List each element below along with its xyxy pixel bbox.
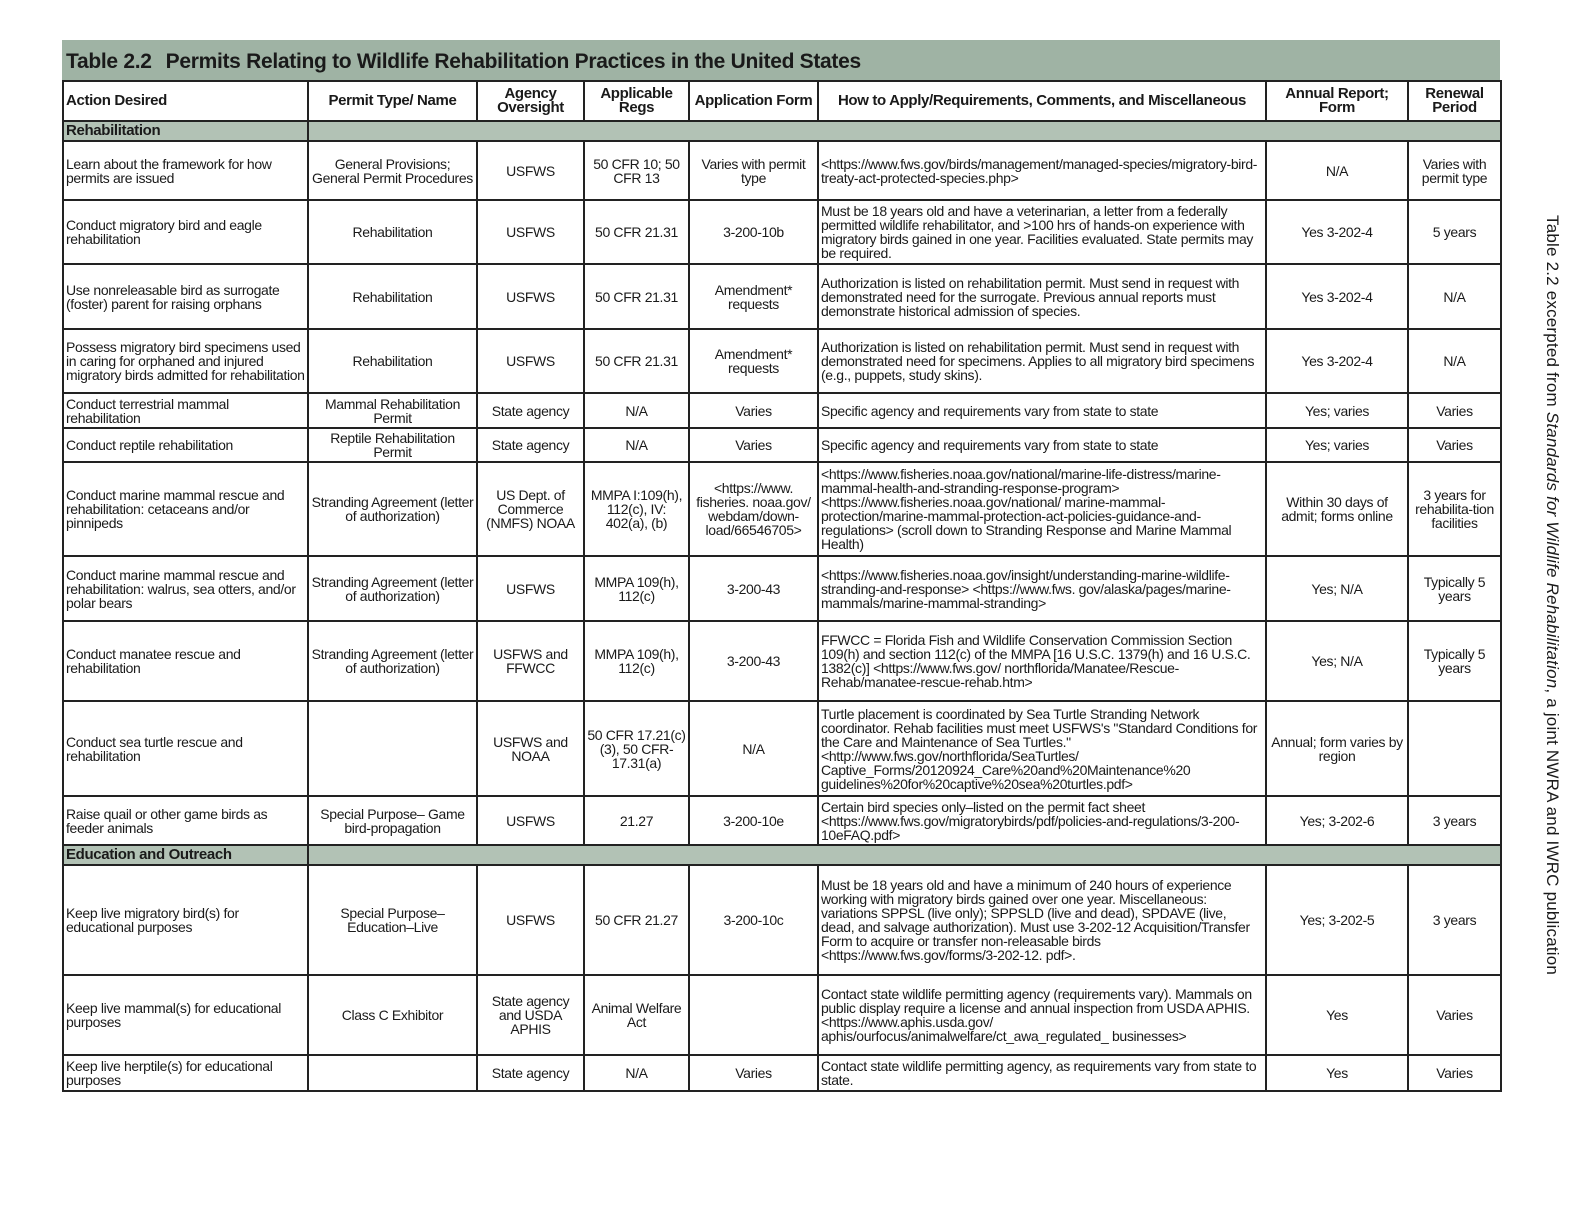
table-cell: 50 CFR 10; 50 CFR 13: [584, 141, 689, 200]
permits-table-container: [62, 40, 1500, 1092]
table-cell: 3 years: [1408, 796, 1501, 845]
column-header: How to Apply/Requirements, Comments, and Miscellaneous: [818, 81, 1266, 121]
permits-table: [62, 80, 1502, 1092]
table-cell: MMPA I:109(h), 112(c), IV: 402(a), (b): [584, 462, 689, 556]
table-cell: 50 CFR 21.31: [584, 200, 689, 264]
table-cell: Special Purpose– Game bird-propagation: [308, 796, 477, 845]
table-cell: State agency and USDA APHIS: [477, 975, 584, 1055]
table-cell: <https://www.fisheries.noaa.gov/national/marine-life-distress/marine-mammal-health-and-stranding-response-program> <https://www.fisheries.noaa.gov/national/ marine-mammal-protection/marine-mammal-protection-act-policies-guidance-and-regulations> (scroll down to Stranding Response and Marine Mammal Health): [818, 462, 1266, 556]
table-cell: Use nonreleasable bird as surrogate (foster) parent for raising orphans: [63, 264, 308, 329]
table-cell: Conduct migratory bird and eagle rehabilitation: [63, 200, 308, 264]
table-cell: Keep live mammal(s) for educational purposes: [63, 975, 308, 1055]
table-cell: Conduct sea turtle rescue and rehabilitation: [63, 701, 308, 796]
column-header: Agency Oversight: [477, 81, 584, 121]
table-cell: Class C Exhibitor: [308, 975, 477, 1055]
table-cell: Possess migratory bird specimens used in caring for orphaned and injured migratory birds admitted for rehabilitation: [63, 329, 308, 393]
table-cell: Varies: [689, 428, 818, 462]
table-cell: Conduct marine mammal rescue and rehabilitation: cetaceans and/or pinnipeds: [63, 462, 308, 556]
table-cell: US Dept. of Commerce (NMFS) NOAA: [477, 462, 584, 556]
table-cell: Yes: [1266, 1055, 1408, 1091]
table-row: [63, 556, 1501, 621]
source-note: [1542, 215, 1562, 975]
table-cell: Turtle placement is coordinated by Sea Turtle Stranding Network coordinator. Rehab facilities must meet USFWS's "Standard Conditions for the Care and Maintenance of Sea Turtles." <http://www.fws.gov/northflorida/SeaTurtles/ Captive_Forms/20120924_Care%20and%20Maintenance%20 guidelines%20for%20captive%20sea%20turtles.pdf>: [818, 701, 1266, 796]
table-cell: Rehabilitation: [308, 329, 477, 393]
table-cell: 3-200-43: [689, 621, 818, 701]
column-header: Applicable Regs: [584, 81, 689, 121]
table-cell: 3-200-10e: [689, 796, 818, 845]
table-cell: 21.27: [584, 796, 689, 845]
table-cell: Varies: [1408, 428, 1501, 462]
table-number: Table 2.2: [66, 50, 152, 73]
table-cell: N/A: [584, 393, 689, 428]
table-row: [63, 865, 1501, 975]
table-cell: Yes 3-202-4: [1266, 264, 1408, 329]
table-cell: State agency: [477, 1055, 584, 1091]
section-row: [63, 845, 1501, 865]
table-row: [63, 1055, 1501, 1091]
table-cell: 3-200-10b: [689, 200, 818, 264]
table-cell: 50 CFR 21.31: [584, 264, 689, 329]
table-cell: 3-200-10c: [689, 865, 818, 975]
table-row: [63, 393, 1501, 428]
table-cell: Stranding Agreement (letter of authorization): [308, 462, 477, 556]
table-cell: Yes; N/A: [1266, 556, 1408, 621]
table-cell: Yes; 3-202-5: [1266, 865, 1408, 975]
table-row: [63, 975, 1501, 1055]
table-cell: Within 30 days of admit; forms online: [1266, 462, 1408, 556]
table-cell: [308, 701, 477, 796]
table-cell: Stranding Agreement (letter of authorization): [308, 556, 477, 621]
table-cell: Yes 3-202-4: [1266, 200, 1408, 264]
header-row: [63, 81, 1501, 121]
table-cell: [1408, 701, 1501, 796]
table-cell: USFWS and NOAA: [477, 701, 584, 796]
table-cell: Varies with permit type: [689, 141, 818, 200]
table-cell: Conduct terrestrial mammal rehabilitation: [63, 393, 308, 428]
table-cell: Yes; N/A: [1266, 621, 1408, 701]
table-cell: Varies: [1408, 393, 1501, 428]
section-fill: [308, 121, 1501, 141]
table-cell: Conduct manatee rescue and rehabilitation: [63, 621, 308, 701]
table-cell: Yes: [1266, 975, 1408, 1055]
table-cell: <https://www.fisheries.noaa.gov/insight/understanding-marine-wildlife-stranding-and-response> <https://www.fws. gov/alaska/pages/marine-mammals/marine-mammal-stranding>: [818, 556, 1266, 621]
table-cell: Yes; varies: [1266, 428, 1408, 462]
table-cell: Annual; form varies by region: [1266, 701, 1408, 796]
table-cell: USFWS: [477, 329, 584, 393]
source-note-suffix: , a joint NWRA and IWRC publication: [1543, 688, 1562, 976]
table-row: [63, 141, 1501, 200]
column-header: Application Form: [689, 81, 818, 121]
table-cell: [308, 1055, 477, 1091]
column-header: Permit Type/ Name: [308, 81, 477, 121]
table-title-text: Permits Relating to Wildlife Rehabilitation Practices in the United States: [165, 50, 861, 73]
table-row: [63, 462, 1501, 556]
table-cell: FFWCC = Florida Fish and Wildlife Conservation Commission Section 109(h) and section 112(c) of the MMPA [16 U.S.C. 1379(h) and 16 U.S.C. 1382(c)] <https://www.fws.gov/ northflorida/Manatee/Rescue-Rehab/manatee-rescue-rehab.htm>: [818, 621, 1266, 701]
table-cell: Typically 5 years: [1408, 621, 1501, 701]
table-cell: State agency: [477, 393, 584, 428]
table-cell: Typically 5 years: [1408, 556, 1501, 621]
table-cell: Rehabilitation: [308, 200, 477, 264]
table-row: [63, 329, 1501, 393]
source-book-title: Standards for Wildlife Rehabilitation: [1543, 411, 1562, 689]
table-cell: USFWS: [477, 796, 584, 845]
table-row: [63, 264, 1501, 329]
table-cell: Rehabilitation: [308, 264, 477, 329]
table-title: [62, 40, 1500, 80]
table-cell: <https://www. fisheries. noaa.gov/ webdam/down-load/66546705>: [689, 462, 818, 556]
table-cell: Varies: [1408, 975, 1501, 1055]
table-cell: Animal Welfare Act: [584, 975, 689, 1055]
table-row: [63, 621, 1501, 701]
table-row: [63, 428, 1501, 462]
table-cell: Varies with permit type: [1408, 141, 1501, 200]
table-cell: Contact state wildlife permitting agency, as requirements vary from state to state.: [818, 1055, 1266, 1091]
source-note-prefix: Table 2.2 excerpted from: [1543, 215, 1562, 412]
table-cell: N/A: [1408, 264, 1501, 329]
table-cell: Amendment* requests: [689, 264, 818, 329]
table-cell: Special Purpose– Education–Live: [308, 865, 477, 975]
table-cell: 5 years: [1408, 200, 1501, 264]
table-cell: 50 CFR 17.21(c)(3), 50 CFR-17.31(a): [584, 701, 689, 796]
section-fill: [308, 845, 1501, 865]
table-cell: Learn about the framework for how permits are issued: [63, 141, 308, 200]
table-row: [63, 796, 1501, 845]
section-title: Rehabilitation: [63, 121, 308, 141]
table-cell: Yes; varies: [1266, 393, 1408, 428]
table-cell: Must be 18 years old and have a minimum of 240 hours of experience working with migratory birds gained over one year. Miscellaneous: variations SPPSL (live only); SPPSLD (live and dead), SPDAVE (live, dead, and salvage authorization). Must use 3-202-12 Acquisition/Transfer Form to acquire or transfer non-releasable birds <https://www.fws.gov/forms/3-202-12. pdf>.: [818, 865, 1266, 975]
table-cell: State agency: [477, 428, 584, 462]
table-cell: MMPA 109(h), 112(c): [584, 621, 689, 701]
table-cell: [689, 975, 818, 1055]
table-cell: Certain bird species only–listed on the permit fact sheet <https://www.fws.gov/migratorybirds/pdf/policies-and-regulations/3-200-10eFAQ.pdf>: [818, 796, 1266, 845]
table-cell: USFWS: [477, 264, 584, 329]
table-cell: General Provisions; General Permit Procedures: [308, 141, 477, 200]
table-cell: Varies: [689, 393, 818, 428]
table-cell: 50 CFR 21.27: [584, 865, 689, 975]
table-cell: Keep live herptile(s) for educational purposes: [63, 1055, 308, 1091]
table-cell: Specific agency and requirements vary from state to state: [818, 393, 1266, 428]
table-cell: N/A: [689, 701, 818, 796]
section-row: [63, 121, 1501, 141]
table-cell: 50 CFR 21.31: [584, 329, 689, 393]
table-cell: N/A: [584, 1055, 689, 1091]
table-cell: Varies: [689, 1055, 818, 1091]
table-cell: Varies: [1408, 1055, 1501, 1091]
table-cell: Keep live migratory bird(s) for educational purposes: [63, 865, 308, 975]
table-cell: 3-200-43: [689, 556, 818, 621]
table-cell: Must be 18 years old and have a veterinarian, a letter from a federally permitted wildlife rehabilitator, and >100 hrs of hands-on experience with migratory birds gained in one year. Facilities evaluated. State permits may be required.: [818, 200, 1266, 264]
table-cell: 3 years for rehabilita-tion facilities: [1408, 462, 1501, 556]
table-cell: Mammal Rehabilitation Permit: [308, 393, 477, 428]
table-cell: USFWS: [477, 865, 584, 975]
column-header: Action Desired: [63, 81, 308, 121]
table-cell: MMPA 109(h), 112(c): [584, 556, 689, 621]
table-cell: USFWS: [477, 556, 584, 621]
table-cell: Authorization is listed on rehabilitation permit. Must send in request with demonstrated need for specimens. Applies to all migratory bird specimens (e.g., puppets, study skins).: [818, 329, 1266, 393]
section-title: Education and Outreach: [63, 845, 308, 865]
table-cell: Contact state wildlife permitting agency (requirements vary). Mammals on public display require a license and annual inspection from USDA APHIS. <https://www.aphis.usda.gov/ aphis/ourfocus/animalwelfare/ct_awa_regulated_ businesses>: [818, 975, 1266, 1055]
table-cell: Raise quail or other game birds as feeder animals: [63, 796, 308, 845]
table-cell: Conduct reptile rehabilitation: [63, 428, 308, 462]
table-cell: Specific agency and requirements vary from state to state: [818, 428, 1266, 462]
table-cell: Yes; 3-202-6: [1266, 796, 1408, 845]
table-cell: USFWS and FFWCC: [477, 621, 584, 701]
table-cell: Authorization is listed on rehabilitation permit. Must send in request with demonstrated need for the surrogate. Previous annual reports must demonstrate historical admission of species.: [818, 264, 1266, 329]
table-row: [63, 200, 1501, 264]
table-cell: <https://www.fws.gov/birds/management/managed-species/migratory-bird-treaty-act-protected-species.php>: [818, 141, 1266, 200]
table-cell: USFWS: [477, 200, 584, 264]
table-row: [63, 701, 1501, 796]
column-header: Renewal Period: [1408, 81, 1501, 121]
table-cell: Reptile Rehabilitation Permit: [308, 428, 477, 462]
column-header: Annual Report; Form: [1266, 81, 1408, 121]
table-cell: Amendment* requests: [689, 329, 818, 393]
table-cell: USFWS: [477, 141, 584, 200]
table-cell: N/A: [584, 428, 689, 462]
table-cell: 3 years: [1408, 865, 1501, 975]
table-cell: Yes 3-202-4: [1266, 329, 1408, 393]
table-cell: N/A: [1266, 141, 1408, 200]
table-cell: N/A: [1408, 329, 1501, 393]
table-cell: Stranding Agreement (letter of authorization): [308, 621, 477, 701]
table-cell: Conduct marine mammal rescue and rehabilitation: walrus, sea otters, and/or polar bears: [63, 556, 308, 621]
